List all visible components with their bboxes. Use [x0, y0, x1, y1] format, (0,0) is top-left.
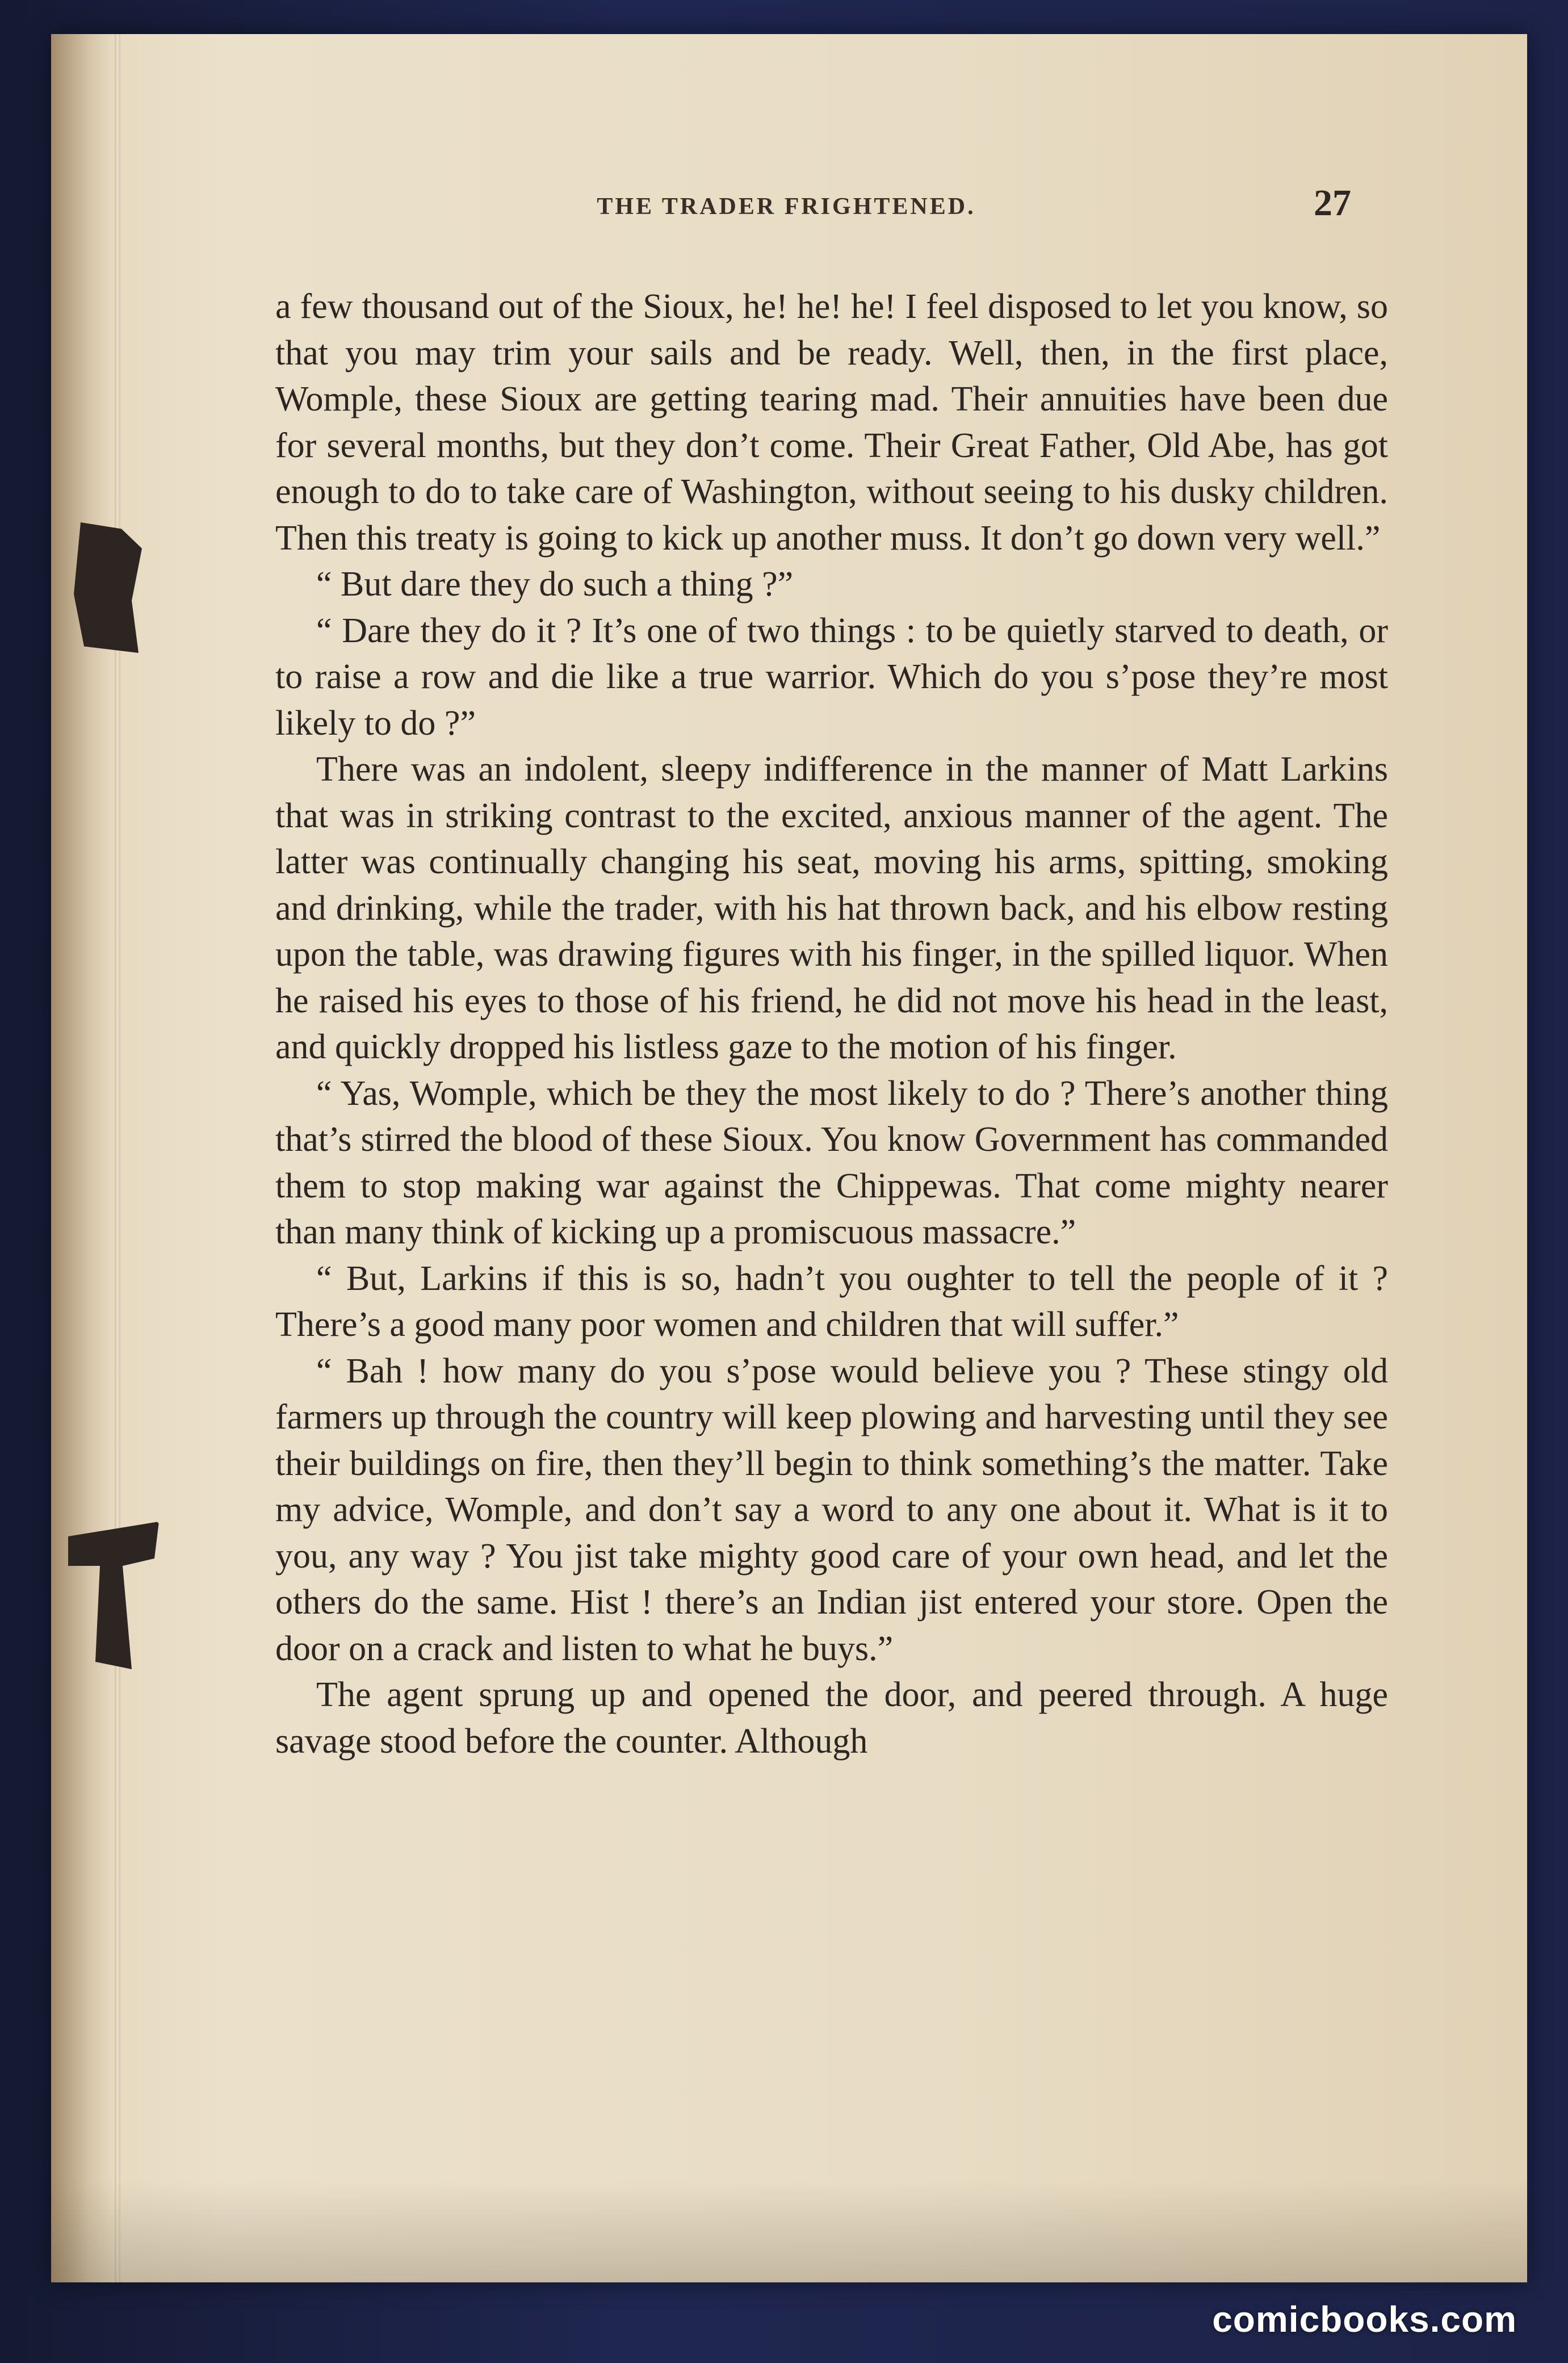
- paragraph-6: “ But, Larkins if this is so, hadn’t you oughter to tell the people of it ? There’s a good many poor women and children that will suffer.”: [275, 1259, 1388, 1344]
- paragraph-3: “ Dare they do it ? It’s one of two things : to be quietly starved to death, or to raise a row and die like a true warrior. Which do you s’pose they’re most likely to do ?”: [275, 611, 1388, 743]
- page-header: [221, 165, 1351, 227]
- page-number: 27: [1314, 182, 1351, 224]
- paragraph-8: The agent sprung up and opened the door, and peered through. A huge savage stood before the counter. Although: [275, 1675, 1388, 1761]
- paragraph-7: “ Bah ! how many do you s’pose would believe you ? These stingy old farmers up through the country will keep plowing and harvesting until they see their buildings on fire, then they’ll begin to think something’s the matter. Take my advice, Womple, and don’t say a word to any one about it. What is it to you, any way ? You jist take mighty good care of your own head, and let the others do the same. Hist ! there’s an Indian jist entered your store. Open the door on a crack and listen to what he buys.”: [275, 1351, 1388, 1668]
- paragraph-5: “ Yas, Womple, which be they the most likely to do ? There’s another thing that’s stirred the blood of these Sioux. You know Government has commanded them to stop making war against the Chippewas. That come mighty nearer than many think of kicking up a promiscuous massacre.”: [275, 1074, 1388, 1251]
- paragraph-1: a few thousand out of the Sioux, he! he! he! I feel disposed to let you know, so that you may trim your sails and be ready. Well, then, in the first place, Womple, these Sioux are getting tearing mad. Their annuities have been due for several months, but they don’t come. Their Great Father, Old Abe, has got enough to do to take care of Washington, without seeing to his dusky children. Then this treaty is going to kick up another muss. It don’t go down very well.”: [275, 287, 1388, 558]
- paragraph-2: “ But dare they do such a thing ?”: [316, 565, 794, 604]
- spine-shadow: [51, 34, 114, 2282]
- body-text: [275, 284, 1388, 1765]
- watermark: comicbooks.com: [1212, 2299, 1517, 2340]
- paragraph-4: There was an indolent, sleepy indifference in the manner of Matt Larkins that was in striking contrast to the excited, anxious manner of the agent. The latter was continually changing his seat, moving his arms, spitting, smoking and drinking, while the trader, with his hat thrown back, and his elbow resting upon the table, was drawing figures with his finger, in the spilled liquor. When he raised his eyes to those of his friend, he did not move his head in the least, and quickly dropped his listless gaze to the motion of his finger.: [275, 750, 1388, 1066]
- page-bottom-shadow: [51, 2180, 1527, 2282]
- running-head: THE TRADER FRIGHTENED.: [597, 194, 976, 220]
- book-page: [51, 34, 1527, 2282]
- binding-stitch-upper: [74, 522, 142, 653]
- spine-fold: [115, 34, 120, 2282]
